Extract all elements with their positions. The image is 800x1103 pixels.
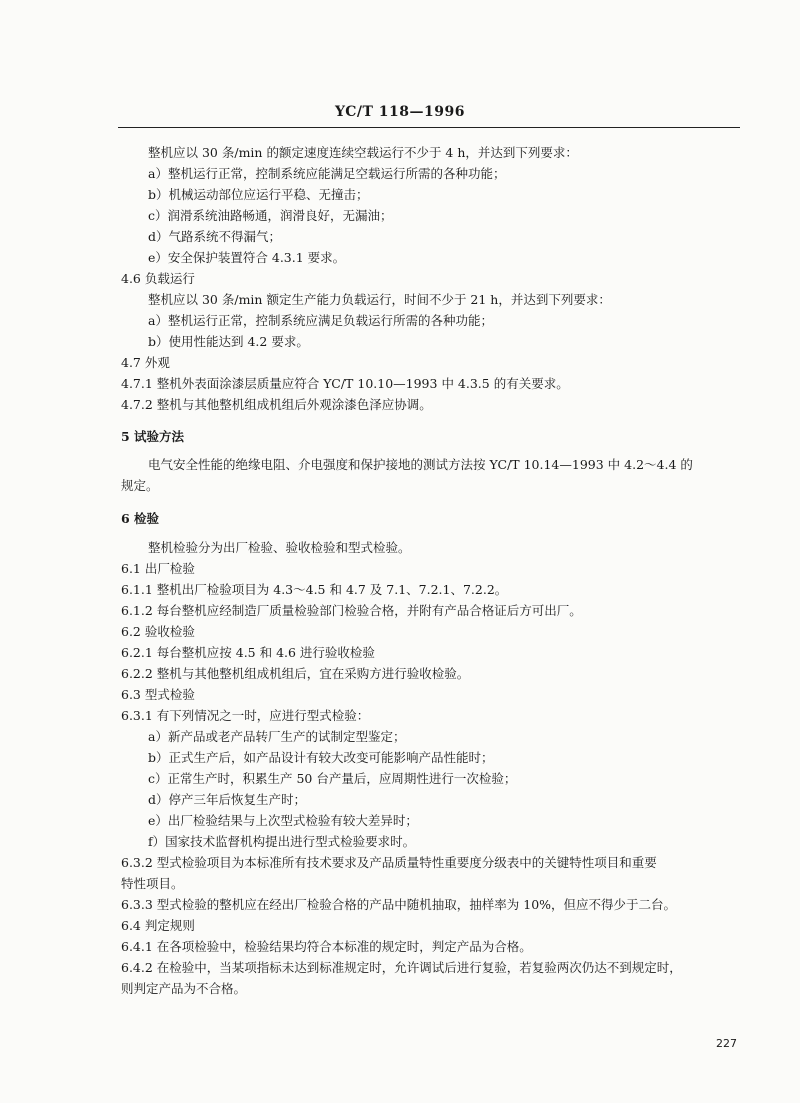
list-item: b）机械运动部位应运行平稳、无撞击； <box>148 187 369 202</box>
clause: 6.4.1 在各项检验中，检验结果均符合本标准的规定时，判定产品为合格。 <box>121 939 532 954</box>
header-rule <box>118 127 740 128</box>
section-heading: 6.4 判定规则 <box>121 918 195 933</box>
section-heading: 6.2 验收检验 <box>121 624 195 639</box>
list-item: c）润滑系统油路畅通，润滑良好，无漏油； <box>148 208 393 223</box>
list-item: b）正式生产后，如产品设计有较大改变可能影响产品性能时； <box>148 750 494 765</box>
clause: 6.2.2 整机与其他整机组成机组后，宜在采购方进行验收检验。 <box>121 666 470 681</box>
list-item: e）出厂检验结果与上次型式检验有较大差异时； <box>148 813 418 828</box>
clause: 4.7.2 整机与其他整机组成机组后外观涂漆色泽应协调。 <box>121 397 432 412</box>
list-item: a）新产品或老产品转厂生产的试制定型鉴定； <box>148 729 406 744</box>
page-header: YC/T 118—1996 <box>335 104 465 120</box>
list-item: d）气路系统不得漏气； <box>148 229 282 244</box>
section-heading: 6.3 型式检验 <box>121 687 195 702</box>
chapter-heading: 6 检验 <box>121 511 160 526</box>
chapter-heading: 5 试验方法 <box>121 429 185 444</box>
body-line: 电气安全性能的绝缘电阻、介电强度和保护接地的测试方法按 YC/T 10.14—1993 中 4.2～4.4 的 <box>148 457 693 472</box>
body-line: 规定。 <box>121 478 159 493</box>
list-item: d）停产三年后恢复生产时； <box>148 792 307 807</box>
list-item: a）整机运行正常，控制系统应能满足空载运行所需的各种功能； <box>148 166 506 181</box>
clause: 特性项目。 <box>121 876 184 891</box>
clause: 6.3.1 有下列情况之一时，应进行型式检验： <box>121 708 370 723</box>
clause: 6.3.3 型式检验的整机应在经出厂检验合格的产品中随机抽取，抽样率为 10%，但应不得少于二台。 <box>121 897 677 912</box>
list-item: e）安全保护装置符合 4.3.1 要求。 <box>148 250 346 265</box>
clause: 6.4.2 在检验中，当某项指标未达到标准规定时，允许调试后进行复验，若复验两次仍达不到规定时， <box>121 960 682 975</box>
page-number: 227 <box>716 1037 737 1050</box>
list-item: b）使用性能达到 4.2 要求。 <box>148 334 309 349</box>
clause: 6.3.2 型式检验项目为本标准所有技术要求及产品质量特性重要度分级表中的关键特性项目和重要 <box>121 855 657 870</box>
section-heading: 4.7 外观 <box>121 355 170 370</box>
list-item: c）正常生产时，积累生产 50 台产量后，应周期性进行一次检验； <box>148 771 517 786</box>
clause: 4.7.1 整机外表面涂漆层质量应符合 YC/T 10.10—1993 中 4.3.5 的有关要求。 <box>121 376 569 391</box>
body-line: 整机应以 30 条/min 额定生产能力负载运行，时间不少于 21 h，并达到下列要求： <box>148 292 611 307</box>
list-item: f）国家技术监督机构提出进行型式检验要求时。 <box>148 834 416 849</box>
clause: 6.1.2 每台整机应经制造厂质量检验部门检验合格，并附有产品合格证后方可出厂。 <box>121 603 582 618</box>
clause: 6.1.1 整机出厂检验项目为 4.3～4.5 和 4.7 及 7.1、7.2.1、7.2.2。 <box>121 582 508 597</box>
body-line: 整机应以 30 条/min 的额定速度连续空载运行不少于 4 h，并达到下列要求： <box>148 145 578 160</box>
section-heading: 4.6 负载运行 <box>121 271 195 286</box>
list-item: a）整机运行正常，控制系统应满足负载运行所需的各种功能； <box>148 313 493 328</box>
clause: 则判定产品为不合格。 <box>121 981 247 996</box>
section-heading: 6.1 出厂检验 <box>121 561 195 576</box>
body-line: 整机检验分为出厂检验、验收检验和型式检验。 <box>148 540 411 555</box>
clause: 6.2.1 每台整机应按 4.5 和 4.6 进行验收检验 <box>121 645 375 660</box>
